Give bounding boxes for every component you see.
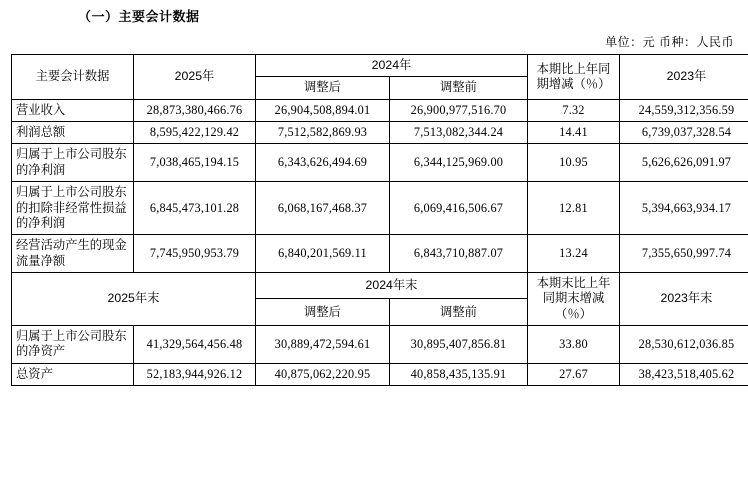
table-row: [12, 235, 748, 273]
cell-change: 10.95: [528, 144, 620, 182]
cell-2024-after: 26,904,508,894.01: [256, 99, 390, 121]
table-row: [12, 363, 748, 385]
cell-2023: 5,394,663,934.17: [620, 182, 748, 235]
header-col-2025: 2025年: [134, 55, 256, 100]
header-col-change: 本期比上年同期增减（％）: [528, 55, 620, 100]
cell-2025: 52,183,944,926.12: [134, 363, 256, 385]
table2-header-row-1: [12, 272, 748, 299]
header-row-label: 主要会计数据: [12, 55, 134, 100]
cell-2025: 41,329,564,456.48: [134, 326, 256, 364]
header2-col-2025: 2025年末: [12, 272, 256, 325]
row-label: 经营活动产生的现金流量净额: [12, 235, 134, 273]
cell-2024-before: 30,895,407,856.81: [390, 326, 528, 364]
header2-col-change: 本期末比上年同期末增减（％）: [528, 272, 620, 325]
cell-2023: 6,739,037,328.54: [620, 122, 748, 144]
table-row: [12, 326, 748, 364]
row-label: 归属于上市公司股东的扣除非经常性损益的净利润: [12, 182, 134, 235]
cell-2025: 8,595,422,129.42: [134, 122, 256, 144]
row-label: 总资产: [12, 363, 134, 385]
cell-2024-after: 40,875,062,220.95: [256, 363, 390, 385]
cell-2024-before: 7,513,082,344.24: [390, 122, 528, 144]
cell-2024-before: 40,858,435,135.91: [390, 363, 528, 385]
cell-2024-after: 6,840,201,569.11: [256, 235, 390, 273]
cell-2024-after: 6,343,626,494.69: [256, 144, 390, 182]
cell-2024-after: 30,889,472,594.61: [256, 326, 390, 364]
header-col-2024-after: 调整后: [256, 77, 390, 99]
row-label: 归属于上市公司股东的净资产: [12, 326, 134, 364]
cell-2024-before: 26,900,977,516.70: [390, 99, 528, 121]
main-financial-data-table: [11, 54, 748, 386]
cell-2024-after: 6,068,167,468.37: [256, 182, 390, 235]
table-header-row-1: [12, 55, 748, 77]
table-row: [12, 99, 748, 121]
cell-change: 14.41: [528, 122, 620, 144]
row-label: 归属于上市公司股东的净利润: [12, 144, 134, 182]
cell-2024-before: 6,843,710,887.07: [390, 235, 528, 273]
cell-2025: 28,873,380,466.76: [134, 99, 256, 121]
unit-note: 单位：元 币种：人民币: [0, 33, 734, 50]
section-title: （一）主要会计数据: [78, 6, 748, 25]
cell-2024-before: 6,069,416,506.67: [390, 182, 528, 235]
table-row: [12, 182, 748, 235]
cell-2025: 7,745,950,953.79: [134, 235, 256, 273]
header2-col-2024-before: 调整前: [390, 299, 528, 326]
table-row: [12, 144, 748, 182]
cell-change: 12.81: [528, 182, 620, 235]
row-label: 营业收入: [12, 99, 134, 121]
document-page: [0, 6, 748, 483]
header2-col-2024-group: 2024年末: [256, 272, 528, 299]
cell-change: 27.67: [528, 363, 620, 385]
header2-col-2023: 2023年末: [620, 272, 748, 325]
header-col-2024-before: 调整前: [390, 77, 528, 99]
cell-2025: 6,845,473,101.28: [134, 182, 256, 235]
cell-2025: 7,038,465,194.15: [134, 144, 256, 182]
cell-2024-after: 7,512,582,869.93: [256, 122, 390, 144]
cell-2023: 28,530,612,036.85: [620, 326, 748, 364]
cell-change: 33.80: [528, 326, 620, 364]
cell-2024-before: 6,344,125,969.00: [390, 144, 528, 182]
row-label: 利润总额: [12, 122, 134, 144]
cell-2023: 7,355,650,997.74: [620, 235, 748, 273]
cell-change: 13.24: [528, 235, 620, 273]
header-col-2023: 2023年: [620, 55, 748, 100]
cell-2023: 5,626,626,091.97: [620, 144, 748, 182]
cell-change: 7.32: [528, 99, 620, 121]
cell-2023: 38,423,518,405.62: [620, 363, 748, 385]
cell-2023: 24,559,312,356.59: [620, 99, 748, 121]
header2-col-2024-after: 调整后: [256, 299, 390, 326]
header-col-2024-group: 2024年: [256, 55, 528, 77]
table-row: [12, 122, 748, 144]
